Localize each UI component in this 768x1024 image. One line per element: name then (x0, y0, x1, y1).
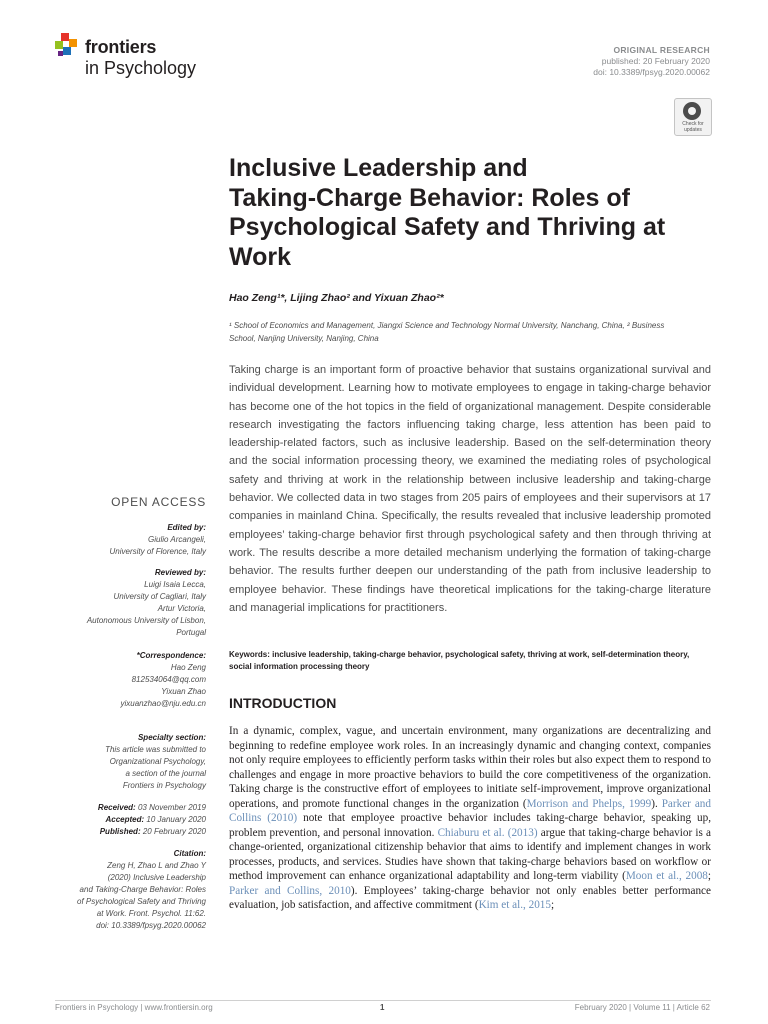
section-heading-introduction: INTRODUCTION (229, 695, 337, 711)
citation-link[interactable]: Parker and Collins (2010) (229, 797, 711, 824)
correspondence-email[interactable]: 812534064@qq.com (131, 675, 206, 684)
correspondence-email[interactable]: yixuanzhao@nju.edu.cn (120, 699, 206, 708)
citation-link[interactable]: Kim et al., 2015 (478, 899, 551, 911)
sidebar-specialty: Specialty section: This article was submitted to Organizational Psychology, a section of the journal Frontiers in Psychology (105, 733, 206, 790)
frontiers-logo-icon (55, 33, 81, 59)
article-type: ORIGINAL RESEARCH (613, 45, 710, 55)
article-title: Inclusive Leadership and Taking-Charge Behavior: Roles of Psychological Safety and Thriving at Work (229, 154, 666, 271)
citation-link[interactable]: Parker and Collins, 2010 (229, 884, 351, 897)
abstract: Taking charge is an important form of proactive behavior that sustains organizational survival and individual development. Learning how to motivate employees to engage in taking-charge behavior has become one of the hot topics in the field of organizational management. Despite considerable research investigating the factors influencing taking charge, less attention has been paid to leadership-related factors, such as inclusive leadership. Based on the self-determination theory and the social information processing theory, we examined the mediating roles of psychological safety and thriving at work in the relationship between inclusive leadership and taking-charge behavior. We collected data in two stages from 205 pairs of employees and their supervisors at 17 companies in mainland China. Specifically, the results revealed that inclusive leadership promoted employees’ taking-charge behavior first through psychological safety and then through thriving at work. The results describe a more detailed mechanism underlying the formation of taking-charge behavior. The results further deepen our understanding of the path from inclusive leadership to employee behavior. These findings have theoretical implications for the taking-charge literature and managerial implications for practitioners. (229, 364, 711, 614)
open-access-label: OPEN ACCESS (111, 495, 206, 509)
citation-link[interactable]: Morrison and Phelps, 1999 (526, 797, 652, 810)
sidebar-correspondence: *Correspondence: Hao Zeng 812534064@qq.com Yixuan Zhao yixuanzhao@nju.edu.cn (120, 651, 206, 708)
citation-link[interactable]: Chiaburu et al. (2013) (437, 826, 538, 839)
citation-link[interactable]: Moon et al., 2008 (625, 870, 708, 882)
keywords: Keywords: inclusive leadership, taking-charge behavior, psychological safety, thriving at work, self-determination theory, social information processing theory (229, 650, 690, 671)
footer-journal[interactable]: Frontiers in Psychology | www.frontiersin.org (55, 1003, 213, 1012)
logo-text-frontiers: frontiers (85, 37, 157, 57)
body-text: In a dynamic, complex, vague, and uncertain environment, many organizations are decentralizing and beginning to redefine employee work roles. In an increasingly dynamic and changing context, companies not only require employees to efficiently perform tasks within their roles but also expect them to respond to challenges and engage in more proactive behaviors to build the core competitiveness of the organization. Taking charge is the constructive effort of employees to initiate self-improvement, improve organizational operations, and promote functional changes in the organization (Morrison and Phelps, 1999). Parker and Collins (2010) note that employee proactive behavior includes taking-charge behavior, speaking up, problem prevention, and personal innovation. Chiaburu et al. (2013) argue that taking-charge behavior is a change-oriented, organizational citizenship behavior that aims to identify and implement changes in work processes, products, and services. Studies have shown that taking-charge behaviors based on workflow or method improvement can enhance organizational adaptability and long-term viability (Moon et al., 2008; Parker and Collins, 2010). Employees’ taking-charge behavior not only enables better performance evaluation, job satisfaction, and affective commitment (Kim et al., 2015; (229, 725, 712, 911)
published-date: published: 20 February 2020 (601, 56, 710, 66)
article-header-info (593, 45, 710, 78)
check-for-updates-badge[interactable]: Check for updates (674, 98, 712, 136)
article-authors: Hao Zeng¹*, Lijing Zhao² and Yixuan Zhao²* (229, 292, 444, 304)
footer-divider (55, 1000, 711, 1001)
sidebar-reviewed: Reviewed by: Luigi Isaia Lecca, University of Cagliari, Italy Artur Victoria, Autonomous University of Lisbon, Portugal (86, 568, 206, 637)
page-number: 1 (380, 1003, 385, 1012)
journal-logo (55, 31, 215, 81)
footer-issue: February 2020 | Volume 11 | Article 62 (574, 1003, 710, 1012)
sidebar-edited: Edited by: Giulio Arcangeli, University of Florence, Italy (109, 523, 206, 556)
logo-text-journal: in Psychology (85, 58, 197, 78)
sidebar-dates: Received: 03 November 2019 Accepted: 10 January 2020 Published: 20 February 2020 (97, 803, 206, 836)
author-affiliations: ¹ School of Economics and Management, Jiangxi Science and Technology Normal University, Nanchang, China, ² Business School, Nanjing University, Nanjing, China (229, 321, 665, 343)
article-doi[interactable]: doi: 10.3389/fpsyg.2020.00062 (593, 67, 710, 77)
sidebar-citation: Citation: Zeng H, Zhao L and Zhao Y (2020) Inclusive Leadership and Taking-Charge Behavior: Roles of Psychological Safety and Thriving at Work. Front. Psychol. 11:62. doi: 10.3389/fpsyg.2020.00062 (77, 849, 206, 930)
